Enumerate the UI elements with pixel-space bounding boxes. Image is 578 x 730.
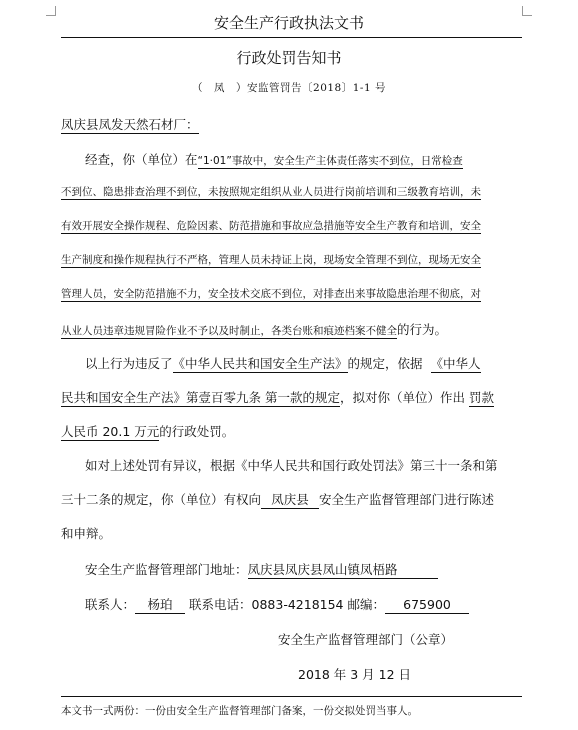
violation-line-1 — [85, 354, 481, 372]
penalty-amount: 人民币 20.1 万元 — [61, 424, 160, 439]
contact-person-value: 杨珀 — [135, 597, 185, 614]
basis-law-part-2: 民共和国安全生产法》第壹百零九条 第一款的规定 — [61, 390, 340, 405]
appeal-text-2: 三十二条的规定，你（单位）有权向 — [61, 492, 262, 507]
postcode-label: 邮编： — [347, 597, 386, 612]
header-rule — [61, 37, 522, 38]
appeal-text-3: 安全生产监督管理部门进行陈述 — [319, 492, 495, 507]
address-label: 安全生产监督管理部门地址： — [85, 562, 248, 577]
violation-line-2 — [61, 388, 494, 406]
findings-line-1 — [85, 150, 463, 168]
document-number: （ 凤 ）安监管罚告〔2018〕1-1 号 — [192, 82, 386, 94]
contact-phone-label: 联系电话： — [189, 597, 252, 612]
findings-text-6: 从业人员违章违规冒险作业不予以及时制止，各类台账和痕迹档案不健全 — [61, 325, 397, 337]
findings-text-3: 有效开展安全操作规程、危险因素、防范措施和事故应急措施等安全生产教育和培训，安全 — [61, 220, 481, 232]
violation-intro: 以上行为违反了 — [85, 356, 173, 371]
address-value: 凤庆县凤庆县凤山镇凤梧路 — [248, 562, 438, 579]
appeal-line-3 — [61, 524, 111, 542]
address-line — [85, 560, 438, 579]
appeal-line-1 — [85, 456, 498, 474]
findings-line-6 — [61, 320, 447, 338]
contact-person-label: 联系人： — [85, 597, 136, 612]
penalty-ending: 的行政处罚。 — [159, 424, 235, 439]
contact-phone-value: 0883-4218154 — [251, 597, 344, 612]
footer-rule — [61, 696, 522, 697]
findings-ending: 的行为。 — [397, 322, 448, 337]
findings-text-2: 不到位、隐患排查治理不到位，未按照规定组织从业人员进行岗前培训和三级教育培训，未 — [61, 186, 481, 198]
recipient-name: 凤庆县凤发天然石材厂： — [61, 117, 199, 132]
recipient-line — [61, 115, 199, 133]
footer-note: 本文书一式两份：一份由安全生产监督管理部门备案，一份交拟处罚当事人。 — [61, 705, 418, 717]
findings-line-3 — [61, 218, 481, 233]
issuing-org: 安全生产监督管理部门（公章） — [278, 632, 454, 647]
penalty-type: 罚款 — [468, 390, 494, 405]
document-header-title: 安全生产行政执法文书 — [213, 14, 364, 32]
findings-line-4 — [61, 252, 481, 267]
penalty-intro: ，拟对你（单位）作出 — [339, 390, 465, 405]
appeal-authority: 凤庆县 — [261, 492, 319, 509]
issue-date: 2018 年 3 月 12 日 — [298, 667, 412, 682]
appeal-text-4: 和申辩。 — [61, 526, 112, 541]
findings-text-4: 生产制度和操作规程执行不严格，管理人员未持证上岗，现场安全管理不到位，现场无安全 — [61, 254, 481, 266]
appeal-line-2 — [61, 490, 494, 509]
violation-line-3 — [61, 422, 234, 440]
violated-law: 《中华人民共和国安全生产法》 — [172, 356, 348, 371]
findings-text-5: 管理人员，安全防范措施不力，安全技术交底不到位，对排查出来事故隐患治理不彻底，对 — [61, 288, 481, 300]
document-subtitle: 行政处罚告知书 — [236, 49, 342, 67]
contact-line — [85, 595, 469, 614]
findings-line-2 — [61, 184, 481, 199]
postcode-value: 675900 — [385, 597, 469, 614]
violation-basis-intro: 的规定，依据 — [347, 356, 423, 371]
appeal-text-1: 如对上述处罚有异议，根据《中华人民共和国行政处罚法》第三十一条和第 — [85, 458, 498, 473]
findings-line-5 — [61, 286, 481, 301]
findings-text-1: “1·01”事故中，安全生产主体责任落实不到位，日常检查 — [197, 155, 463, 167]
findings-intro: 经查，你（单位）在 — [85, 152, 198, 167]
basis-law-part-1: 《中华人 — [430, 356, 481, 371]
